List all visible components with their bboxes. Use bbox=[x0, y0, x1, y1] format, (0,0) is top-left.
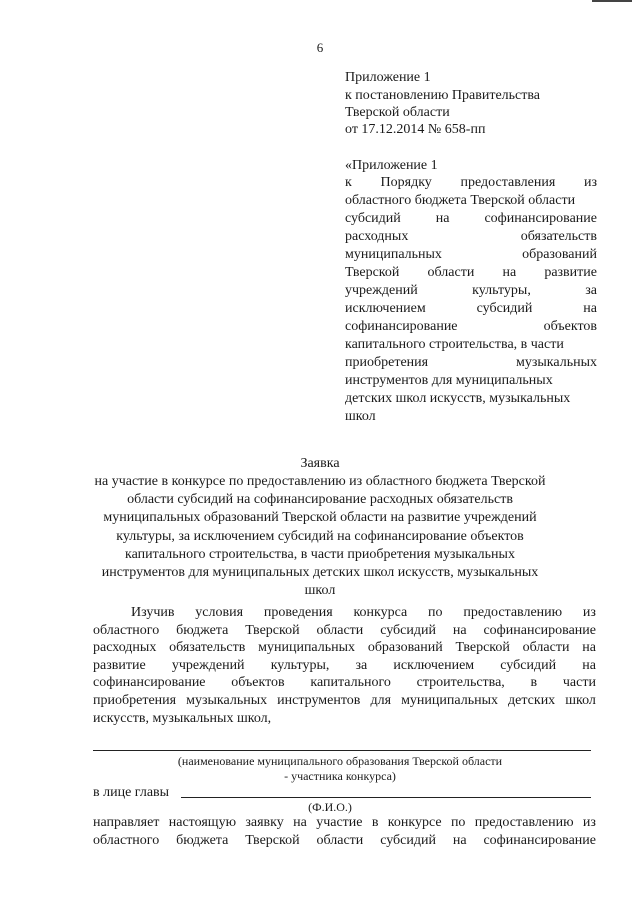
word: предоставлению bbox=[463, 605, 563, 620]
request-subtitle-line: капитального строительства, в части приобретения музыкальных bbox=[125, 546, 515, 562]
closing-line bbox=[93, 814, 596, 832]
word: объектов bbox=[543, 319, 597, 334]
scan-edge-mark bbox=[592, 0, 632, 2]
word: конкурсе bbox=[387, 815, 442, 830]
word: субсидий bbox=[476, 301, 533, 316]
body-line bbox=[93, 674, 596, 692]
word: предоставления bbox=[460, 175, 556, 190]
word: на bbox=[452, 832, 467, 848]
word: исключением bbox=[345, 301, 426, 316]
word: за bbox=[585, 283, 597, 298]
head-name-line bbox=[181, 797, 591, 798]
appendix-quote-line bbox=[345, 210, 597, 228]
word: области bbox=[316, 832, 364, 848]
word: культуры, bbox=[472, 283, 531, 298]
word: за bbox=[355, 657, 368, 673]
word: софинансирование bbox=[483, 622, 596, 638]
word: области bbox=[427, 265, 475, 280]
word: проведения bbox=[263, 605, 333, 620]
word: муниципальных bbox=[401, 692, 498, 708]
word: Порядку bbox=[380, 175, 432, 190]
word: части bbox=[562, 675, 596, 691]
appendix-quote-line bbox=[345, 354, 597, 372]
word: настоящую bbox=[168, 815, 237, 830]
word: Тверской bbox=[455, 640, 510, 656]
body-line bbox=[93, 604, 596, 622]
appendix-quote-line bbox=[345, 408, 597, 426]
word: в bbox=[530, 675, 538, 691]
word: конкурса bbox=[353, 605, 408, 620]
request-subtitle-line: культуры, за исключением субсидий на софинансирование объектов bbox=[116, 528, 524, 544]
word: на bbox=[435, 211, 450, 226]
word: образований bbox=[367, 640, 443, 656]
word: культуры, bbox=[270, 657, 330, 673]
word: субсидий bbox=[380, 622, 436, 638]
word: условия bbox=[195, 605, 244, 620]
appendix-quote-block bbox=[345, 174, 597, 426]
appendix-quote-line bbox=[345, 300, 597, 318]
word: исключением bbox=[393, 657, 475, 673]
appendix-quote-title: «Приложение 1 bbox=[345, 158, 438, 173]
appendix-quote-line bbox=[345, 174, 597, 192]
word: инструментов bbox=[277, 692, 361, 708]
request-subtitle-line: школ bbox=[304, 583, 336, 599]
word: из bbox=[582, 605, 596, 620]
word: капитального bbox=[310, 675, 391, 691]
word: субсидий bbox=[380, 832, 436, 848]
word: направляет bbox=[93, 815, 160, 830]
word: для bbox=[370, 692, 392, 708]
head-label: в лице главы bbox=[93, 785, 170, 800]
word: школ bbox=[565, 692, 596, 708]
word: приобретения bbox=[345, 355, 429, 370]
word: областного bbox=[93, 622, 160, 638]
word: софинансирование bbox=[483, 832, 596, 848]
word: детских школ искусств, музыкальных bbox=[345, 391, 571, 406]
body-paragraph bbox=[93, 604, 596, 727]
word: образований bbox=[522, 247, 597, 262]
word: Тверской bbox=[245, 832, 300, 848]
municipality-name-line bbox=[93, 750, 591, 751]
word: на bbox=[582, 640, 596, 656]
body-line bbox=[93, 710, 596, 728]
request-subtitle-line: области субсидий на софинансирование расходных обязательств bbox=[127, 492, 513, 508]
word: областного бюджета Тверской области bbox=[345, 193, 576, 208]
appendix-header-line: Тверской области bbox=[345, 105, 450, 120]
word: заявку bbox=[245, 815, 284, 830]
word: муниципальных bbox=[345, 247, 442, 262]
word: бюджета bbox=[176, 622, 229, 638]
word: инструментов для муниципальных bbox=[345, 373, 553, 388]
word: к bbox=[345, 175, 352, 190]
word: расходных bbox=[345, 229, 409, 244]
word: приобретения bbox=[93, 692, 177, 708]
appendix-quote-line bbox=[345, 246, 597, 264]
word: музыкальных bbox=[186, 692, 268, 708]
word: из bbox=[583, 175, 597, 190]
word: Тверской bbox=[245, 622, 300, 638]
word: участие bbox=[316, 815, 363, 830]
word: по bbox=[428, 605, 443, 620]
word: на bbox=[582, 657, 596, 673]
appendix-quote-line bbox=[345, 336, 597, 354]
request-subtitle-line: инструментов для муниципальных детских школ искусств, музыкальных bbox=[101, 565, 539, 580]
appendix-quote-line bbox=[345, 192, 597, 210]
word: учреждений bbox=[345, 283, 418, 298]
word: на bbox=[452, 622, 467, 638]
page-number: 6 bbox=[316, 40, 324, 55]
word: на bbox=[583, 301, 597, 316]
word: музыкальных bbox=[516, 355, 597, 370]
municipality-caption-line: - участника конкурса) bbox=[284, 769, 396, 783]
word: области bbox=[522, 640, 570, 656]
word: софинансирование bbox=[345, 319, 458, 334]
word: в bbox=[371, 815, 379, 830]
closing-line bbox=[93, 832, 596, 850]
word: софинансирование bbox=[484, 211, 597, 226]
word: областного bbox=[93, 832, 160, 848]
appendix-quote-line bbox=[345, 318, 597, 336]
word: на bbox=[502, 265, 517, 280]
word: Тверской bbox=[345, 265, 400, 280]
appendix-quote-line bbox=[345, 390, 597, 408]
body-line bbox=[93, 639, 596, 657]
word: на bbox=[293, 815, 307, 830]
request-subtitle-line: на участие в конкурсе по предоставлению из областного бюджета Тверской bbox=[94, 474, 546, 489]
word: расходных bbox=[93, 640, 157, 656]
appendix-header-line: от 17.12.2014 № 658-пп bbox=[345, 122, 486, 137]
word: развитие bbox=[544, 265, 597, 280]
word: субсидий bbox=[500, 657, 557, 673]
word: учреждений bbox=[171, 657, 245, 673]
body-line bbox=[93, 692, 596, 710]
word: строительства, bbox=[416, 675, 505, 691]
word: из bbox=[582, 815, 596, 830]
word: искусств, музыкальных школ, bbox=[93, 710, 272, 726]
word: по bbox=[450, 815, 466, 830]
appendix-header-line: к постановлению Правительства bbox=[345, 88, 541, 103]
word: объектов bbox=[231, 675, 285, 691]
request-subtitle-line: муниципальных образований Тверской области на развитие учреждений bbox=[103, 510, 537, 526]
municipality-caption bbox=[140, 754, 540, 784]
body-line bbox=[93, 622, 596, 640]
word: предоставлению bbox=[474, 815, 574, 830]
word: муниципальных bbox=[258, 640, 356, 656]
appendix-header-line: Приложение 1 bbox=[345, 70, 431, 85]
request-title: Заявка bbox=[300, 456, 340, 471]
word: школ bbox=[345, 409, 376, 424]
body-line bbox=[93, 657, 596, 675]
word: обязательств bbox=[520, 229, 597, 244]
word: субсидий bbox=[345, 211, 401, 226]
fio-caption: (Ф.И.О.) bbox=[308, 800, 352, 814]
closing-paragraph bbox=[93, 814, 596, 849]
appendix-quote-line bbox=[345, 228, 597, 246]
word: Изучив bbox=[131, 605, 175, 620]
word: детских bbox=[508, 692, 556, 708]
word: бюджета bbox=[176, 832, 229, 848]
municipality-caption-line: (наименование муниципального образования Тверской области bbox=[177, 754, 503, 768]
appendix-quote-line bbox=[345, 372, 597, 390]
word: обязательств bbox=[169, 640, 246, 656]
word: области bbox=[316, 622, 364, 638]
appendix-quote-line bbox=[345, 282, 597, 300]
appendix-quote-line bbox=[345, 264, 597, 282]
word: софинансирование bbox=[93, 675, 206, 691]
word: развитие bbox=[93, 657, 146, 673]
word: капитального строительства, в части bbox=[345, 337, 564, 352]
